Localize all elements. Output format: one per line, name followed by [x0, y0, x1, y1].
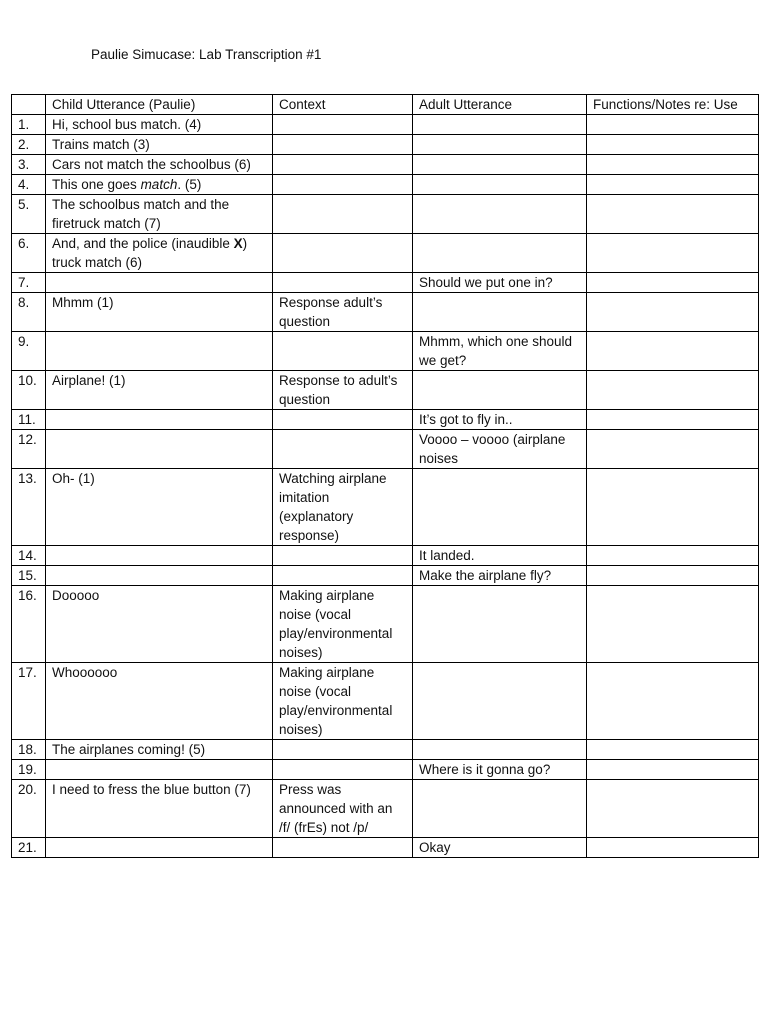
row-number: 15. — [12, 566, 46, 586]
adult-utterance-cell: It landed. — [413, 546, 587, 566]
context-cell — [273, 135, 413, 155]
adult-utterance-cell — [413, 175, 587, 195]
context-cell — [273, 155, 413, 175]
context-cell — [273, 760, 413, 780]
child-utterance-cell: Cars not match the schoolbus (6) — [46, 155, 273, 175]
table-row — [12, 234, 759, 273]
adult-utterance-cell — [413, 115, 587, 135]
adult-utterance-cell — [413, 586, 587, 663]
child-utterance-cell — [46, 234, 273, 273]
table-row — [12, 566, 759, 586]
child-utterance-cell: Mhmm (1) — [46, 293, 273, 332]
context-cell — [273, 115, 413, 135]
context-cell — [273, 566, 413, 586]
notes-cell — [587, 586, 759, 663]
table-row — [12, 195, 759, 234]
adult-utterance-cell: Where is it gonna go? — [413, 760, 587, 780]
child-utterance-cell: The airplanes coming! (5) — [46, 740, 273, 760]
table-row — [12, 273, 759, 293]
table-row — [12, 663, 759, 740]
notes-cell — [587, 838, 759, 858]
table-row — [12, 332, 759, 371]
notes-cell — [587, 780, 759, 838]
notes-cell — [587, 663, 759, 740]
adult-utterance-cell: Make the airplane fly? — [413, 566, 587, 586]
child-utterance-cell — [46, 273, 273, 293]
transcription-table — [11, 94, 759, 858]
row-number: 17. — [12, 663, 46, 740]
adult-utterance-cell — [413, 155, 587, 175]
notes-cell — [587, 332, 759, 371]
notes-cell — [587, 546, 759, 566]
inaudible-marker: X — [233, 236, 243, 251]
adult-utterance-cell: It’s got to fly in.. — [413, 410, 587, 430]
notes-cell — [587, 293, 759, 332]
adult-utterance-cell: Mhmm, which one should we get? — [413, 332, 587, 371]
child-utterance-cell — [46, 760, 273, 780]
adult-utterance-cell — [413, 234, 587, 273]
table-row — [12, 115, 759, 135]
context-cell — [273, 175, 413, 195]
context-cell — [273, 273, 413, 293]
row-number: 5. — [12, 195, 46, 234]
row-number: 9. — [12, 332, 46, 371]
context-cell — [273, 430, 413, 469]
adult-utterance-cell: Voooo – voooo (airplane noises — [413, 430, 587, 469]
child-utterance-cell: Whoooooo — [46, 663, 273, 740]
child-utterance-cell: I need to fress the blue button (7) — [46, 780, 273, 838]
child-utterance-cell: Dooooo — [46, 586, 273, 663]
notes-cell — [587, 430, 759, 469]
notes-cell — [587, 410, 759, 430]
notes-cell — [587, 115, 759, 135]
adult-utterance-cell — [413, 469, 587, 546]
context-cell — [273, 410, 413, 430]
notes-cell — [587, 273, 759, 293]
adult-utterance-cell — [413, 195, 587, 234]
context-cell — [273, 740, 413, 760]
row-number: 12. — [12, 430, 46, 469]
child-utterance-text: This one goes — [52, 177, 141, 192]
table-row — [12, 586, 759, 663]
child-utterance-cell — [46, 175, 273, 195]
child-utterance-cell — [46, 430, 273, 469]
child-utterance-text: ) truck match (6) — [52, 236, 248, 270]
table-row — [12, 371, 759, 410]
child-utterance-cell: The schoolbus match and the firetruck match (7) — [46, 195, 273, 234]
adult-utterance-cell — [413, 135, 587, 155]
row-number: 21. — [12, 838, 46, 858]
row-number: 4. — [12, 175, 46, 195]
row-number: 1. — [12, 115, 46, 135]
child-utterance-cell: Hi, school bus match. (4) — [46, 115, 273, 135]
row-number: 7. — [12, 273, 46, 293]
notes-cell — [587, 760, 759, 780]
row-number: 11. — [12, 410, 46, 430]
context-cell: Watching airplane imitation (explanatory response) — [273, 469, 413, 546]
child-utterance-cell — [46, 410, 273, 430]
row-number: 20. — [12, 780, 46, 838]
context-cell — [273, 838, 413, 858]
child-utterance-text: . (5) — [177, 177, 202, 192]
table-row — [12, 430, 759, 469]
header-child-utterance: Child Utterance (Paulie) — [46, 95, 273, 115]
context-cell: Making airplane noise (vocal play/environmental noises) — [273, 663, 413, 740]
context-cell — [273, 195, 413, 234]
notes-cell — [587, 175, 759, 195]
table-body — [12, 115, 759, 858]
adult-utterance-cell — [413, 663, 587, 740]
header-context: Context — [273, 95, 413, 115]
table-row — [12, 155, 759, 175]
notes-cell — [587, 195, 759, 234]
context-cell: Response adult’s question — [273, 293, 413, 332]
child-utterance-cell — [46, 332, 273, 371]
notes-cell — [587, 155, 759, 175]
row-number: 2. — [12, 135, 46, 155]
notes-cell — [587, 740, 759, 760]
document-title: Paulie Simucase: Lab Transcription #1 — [91, 47, 322, 62]
row-number: 16. — [12, 586, 46, 663]
adult-utterance-cell — [413, 740, 587, 760]
notes-cell — [587, 566, 759, 586]
notes-cell — [587, 135, 759, 155]
table-row — [12, 293, 759, 332]
adult-utterance-cell: Should we put one in? — [413, 273, 587, 293]
context-cell — [273, 332, 413, 371]
header-adult-utterance: Adult Utterance — [413, 95, 587, 115]
child-utterance-cell — [46, 566, 273, 586]
child-utterance-text: And, and the police (inaudible — [52, 236, 234, 251]
context-cell: Press was announced with an /f/ (frEs) not /p/ — [273, 780, 413, 838]
table-row — [12, 546, 759, 566]
context-cell: Making airplane noise (vocal play/environmental noises) — [273, 586, 413, 663]
row-number: 18. — [12, 740, 46, 760]
context-cell — [273, 546, 413, 566]
row-number: 19. — [12, 760, 46, 780]
row-number: 8. — [12, 293, 46, 332]
header-num — [12, 95, 46, 115]
table-row — [12, 135, 759, 155]
table-header-row — [12, 95, 759, 115]
child-utterance-cell — [46, 838, 273, 858]
adult-utterance-cell — [413, 293, 587, 332]
row-number: 3. — [12, 155, 46, 175]
child-utterance-cell — [46, 546, 273, 566]
row-number: 6. — [12, 234, 46, 273]
notes-cell — [587, 234, 759, 273]
child-utterance-cell: Airplane! (1) — [46, 371, 273, 410]
child-utterance-cell: Trains match (3) — [46, 135, 273, 155]
row-number: 10. — [12, 371, 46, 410]
context-cell: Response to adult’s question — [273, 371, 413, 410]
table-row — [12, 760, 759, 780]
row-number: 13. — [12, 469, 46, 546]
notes-cell — [587, 469, 759, 546]
table-row — [12, 469, 759, 546]
table-row — [12, 838, 759, 858]
row-number: 14. — [12, 546, 46, 566]
notes-cell — [587, 371, 759, 410]
context-cell — [273, 234, 413, 273]
table-row — [12, 780, 759, 838]
adult-utterance-cell: Okay — [413, 838, 587, 858]
adult-utterance-cell — [413, 780, 587, 838]
table-row — [12, 410, 759, 430]
table-row — [12, 175, 759, 195]
header-functions-notes: Functions/Notes re: Use — [587, 95, 759, 115]
child-utterance-cell: Oh- (1) — [46, 469, 273, 546]
table-row — [12, 740, 759, 760]
child-utterance-emphasis: match — [140, 177, 178, 192]
adult-utterance-cell — [413, 371, 587, 410]
